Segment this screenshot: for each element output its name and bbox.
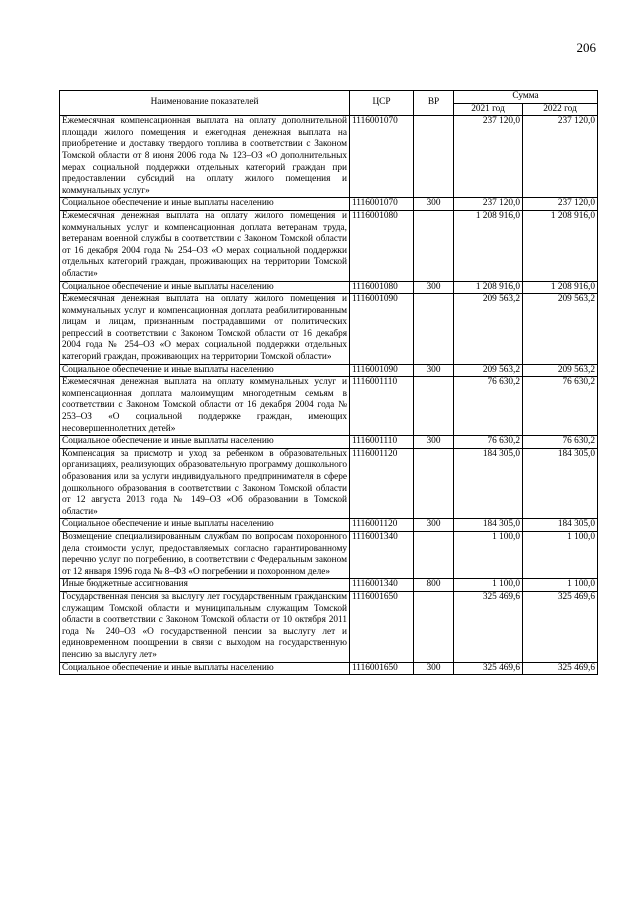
row-vr: 300	[414, 364, 454, 377]
header-year-2022: 2022 год	[523, 103, 598, 116]
header-name: Наименование показателей	[60, 91, 350, 116]
row-name: Социальное обеспечение и иные выплаты населению	[60, 662, 350, 675]
row-sum-2022: 237 120,0	[523, 116, 598, 198]
table-row	[60, 377, 598, 436]
table-row	[60, 210, 598, 281]
row-csr: 1116001110	[350, 377, 414, 436]
row-name: Социальное обеспечение и иные выплаты населению	[60, 198, 350, 211]
row-name: Ежемесячная денежная выплата на оплату коммунальных услуг и компенсационная доплата малоимущим многодетным семьям в соответствии с Законом Томской области от 16 декабря 2004 года № 253–ОЗ «О социальной поддержке граждан, имеющих несовершеннолетних детей»	[60, 377, 350, 436]
row-vr: 300	[414, 662, 454, 675]
row-name: Социальное обеспечение и иные выплаты населению	[60, 364, 350, 377]
row-sum-2022: 209 563,2	[523, 294, 598, 365]
header-year-2021: 2021 год	[454, 103, 523, 116]
row-name: Возмещение специализированным службам по вопросам похоронного дела стоимости услуг, предоставляемых согласно гарантированному перечню услуг по погребению, в соответствии с Федеральным законом от 12 января 1996 года № 8–ФЗ «О погребении и похоронном деле»	[60, 531, 350, 578]
budget-table	[59, 90, 598, 675]
row-csr: 1116001090	[350, 364, 414, 377]
row-sum-2021: 76 630,2	[454, 377, 523, 436]
row-vr: 300	[414, 198, 454, 211]
row-sum-2022: 325 469,6	[523, 591, 598, 662]
row-vr	[414, 377, 454, 436]
row-name: Социальное обеспечение и иные выплаты населению	[60, 436, 350, 449]
row-sum-2022: 209 563,2	[523, 364, 598, 377]
row-name: Социальное обеспечение и иные выплаты населению	[60, 519, 350, 532]
row-vr: 800	[414, 579, 454, 592]
row-sum-2021: 325 469,6	[454, 591, 523, 662]
row-csr: 1116001340	[350, 579, 414, 592]
row-sum-2022: 184 305,0	[523, 448, 598, 519]
row-csr: 1116001090	[350, 294, 414, 365]
table-row	[60, 531, 598, 578]
row-csr: 1116001650	[350, 662, 414, 675]
header-sum: Сумма	[454, 91, 598, 104]
table-row	[60, 662, 598, 675]
row-sum-2022: 184 305,0	[523, 519, 598, 532]
table-row	[60, 281, 598, 294]
row-vr	[414, 116, 454, 198]
row-sum-2021: 209 563,2	[454, 294, 523, 365]
row-sum-2022: 237 120,0	[523, 198, 598, 211]
row-csr: 1116001340	[350, 531, 414, 578]
row-sum-2021: 184 305,0	[454, 519, 523, 532]
row-vr: 300	[414, 436, 454, 449]
table-body	[60, 116, 598, 675]
row-sum-2021: 1 208 916,0	[454, 210, 523, 281]
row-name: Иные бюджетные ассигнования	[60, 579, 350, 592]
row-sum-2022: 1 208 916,0	[523, 210, 598, 281]
table-row	[60, 448, 598, 519]
header-vr: ВР	[414, 91, 454, 116]
row-name: Ежемесячная компенсационная выплата на оплату дополнительной площади жилого помещения и ежегодная денежная выплата на приобретение и доставку твердого топлива в соответствии с Законом Томской области от 8 июня 2006 года № 123–ОЗ «О дополнительных мерах социальной поддержки отдельных категорий граждан при предоставлении субсидий на оплату жилого помещения и коммунальных услуг»	[60, 116, 350, 198]
row-sum-2021: 325 469,6	[454, 662, 523, 675]
row-sum-2022: 1 100,0	[523, 579, 598, 592]
row-sum-2022: 76 630,2	[523, 377, 598, 436]
table-row	[60, 364, 598, 377]
page-number: 206	[576, 40, 596, 55]
row-sum-2021: 1 208 916,0	[454, 281, 523, 294]
row-csr: 1116001110	[350, 436, 414, 449]
row-sum-2021: 209 563,2	[454, 364, 523, 377]
table-header	[60, 91, 598, 116]
row-csr: 1116001080	[350, 281, 414, 294]
row-csr: 1116001070	[350, 116, 414, 198]
row-csr: 1116001080	[350, 210, 414, 281]
table-row	[60, 294, 598, 365]
row-csr: 1116001120	[350, 448, 414, 519]
row-csr: 1116001070	[350, 198, 414, 211]
row-sum-2021: 237 120,0	[454, 198, 523, 211]
row-sum-2021: 76 630,2	[454, 436, 523, 449]
row-name: Компенсация за присмотр и уход за ребенком в образовательных организациях, реализующих образовательную программу дошкольного образования или за услуги индивидуального предпринимателя в сфере дошкольного образования в соответствии с Законом Томской области от 12 августа 2013 года № 149–ОЗ «Об образовании в Томской области»	[60, 448, 350, 519]
row-csr: 1116001120	[350, 519, 414, 532]
row-sum-2022: 1 208 916,0	[523, 281, 598, 294]
row-sum-2021: 1 100,0	[454, 531, 523, 578]
table-row	[60, 519, 598, 532]
row-name: Государственная пенсия за выслугу лет государственным гражданским служащим Томской области и муниципальным служащим Томской области в соответствии с Законом Томской области от 10 октября 2011 года № 240–ОЗ «О государственной пенсии за выслугу лет и единовременном поощрении в связи с выходом на государственную пенсию за выслугу лет»	[60, 591, 350, 662]
table-row	[60, 579, 598, 592]
row-sum-2021: 237 120,0	[454, 116, 523, 198]
row-vr	[414, 210, 454, 281]
row-vr	[414, 448, 454, 519]
row-sum-2021: 1 100,0	[454, 579, 523, 592]
row-name: Ежемесячная денежная выплата на оплату жилого помещения и коммунальных услуг и компенсационная доплата ветеранам труда, ветеранам военной службы в соответствии с Законом Томской области от 16 декабря 2004 года № 254–ОЗ «О мерах социальной поддержки отдельных категорий граждан, проживающих на территории Томской области»	[60, 210, 350, 281]
table-row	[60, 591, 598, 662]
row-sum-2021: 184 305,0	[454, 448, 523, 519]
row-csr: 1116001650	[350, 591, 414, 662]
row-vr: 300	[414, 281, 454, 294]
row-sum-2022: 325 469,6	[523, 662, 598, 675]
row-name: Социальное обеспечение и иные выплаты населению	[60, 281, 350, 294]
row-sum-2022: 76 630,2	[523, 436, 598, 449]
row-name: Ежемесячная денежная выплата на оплату жилого помещения и коммунальных услуг и компенсационная доплата реабилитированным лицам и лицам, признанным пострадавшими от политических репрессий в соответствии с Законом Томской области от 16 декабря 2004 года № 254–ОЗ «О мерах социальной поддержки отдельных категорий граждан, проживающих на территории Томской области»	[60, 294, 350, 365]
row-vr	[414, 591, 454, 662]
row-vr	[414, 531, 454, 578]
row-vr	[414, 294, 454, 365]
table-row	[60, 116, 598, 198]
table-row	[60, 436, 598, 449]
table-row	[60, 198, 598, 211]
row-vr: 300	[414, 519, 454, 532]
header-csr: ЦСР	[350, 91, 414, 116]
row-sum-2022: 1 100,0	[523, 531, 598, 578]
